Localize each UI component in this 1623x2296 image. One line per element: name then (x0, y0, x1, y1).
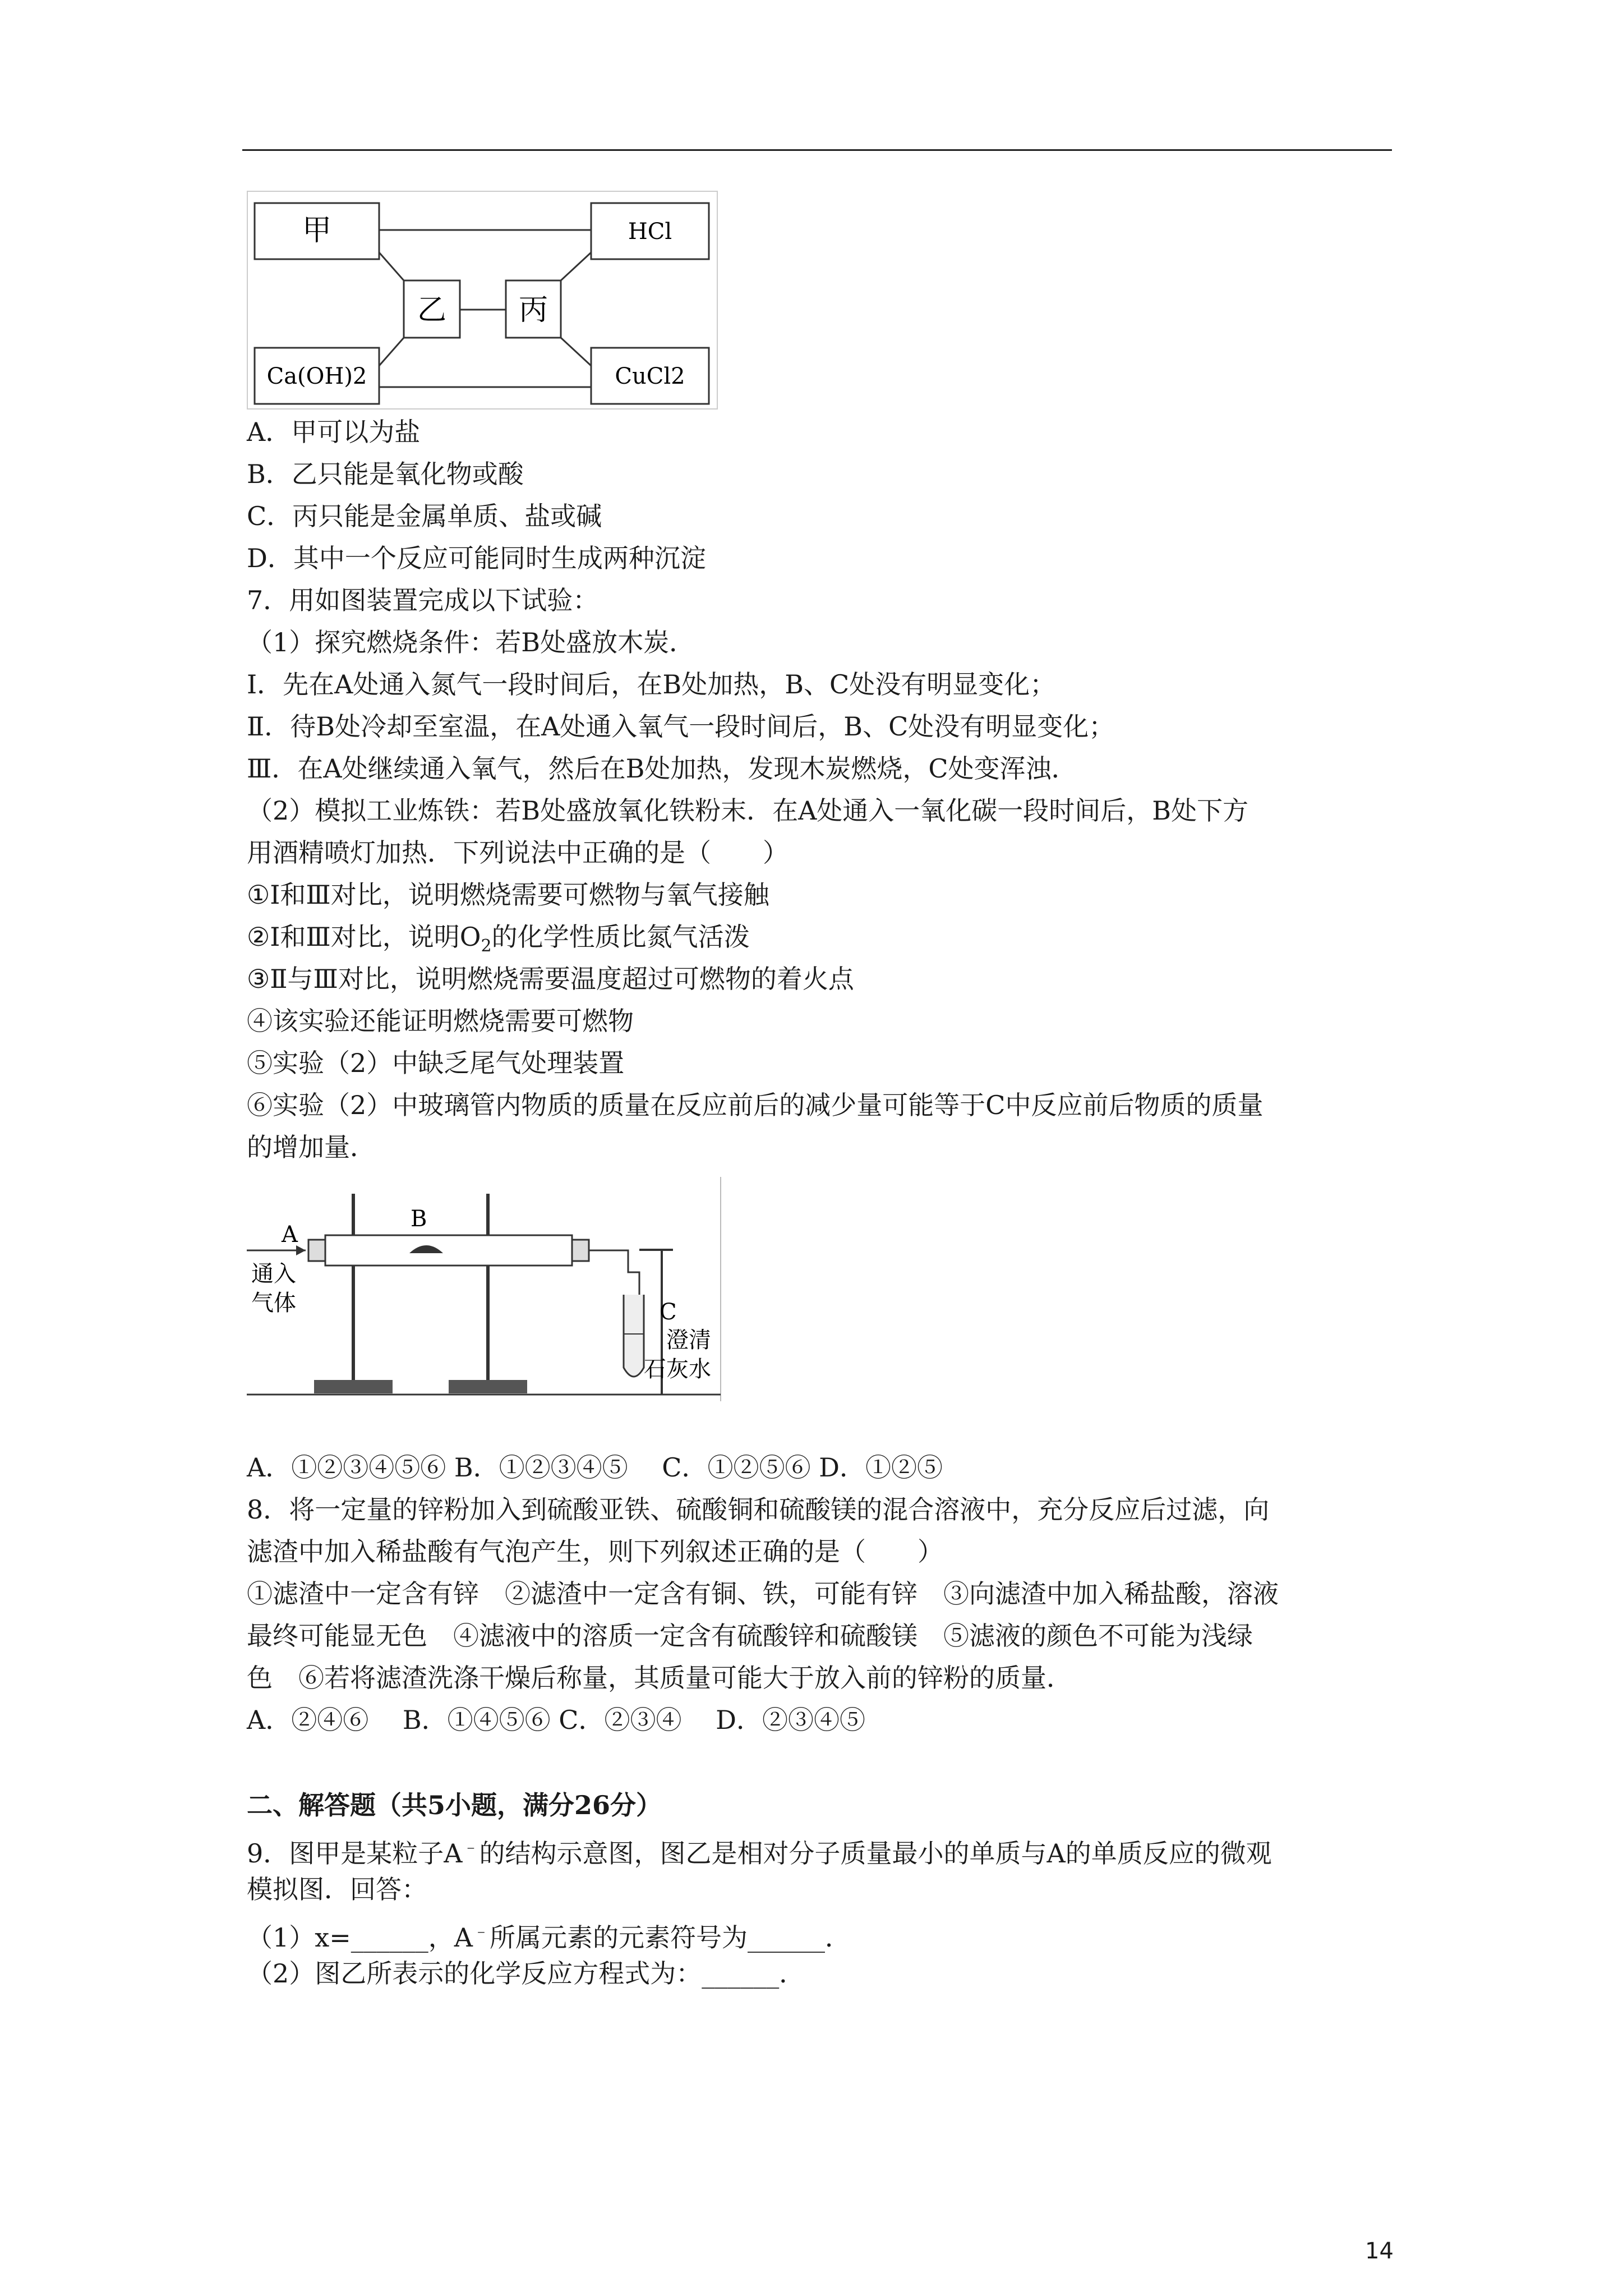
q7-item6-line2: 的增加量． (247, 1132, 376, 1162)
q7-item1: ①Ⅰ和Ⅲ对比，说明燃烧需要可燃物与氧气接触 (247, 880, 769, 910)
q7-item6-line1: ⑥实验（2）中玻璃管内物质的质量在反应前后的减少量可能等于C中反应前后物质的质量 (247, 1090, 1264, 1120)
q7-part2-line1: （2）模拟工业炼铁：若B处盛放氧化铁粉末．在A处通入一氧化碳一段时间后，B处下方 (247, 795, 1249, 826)
q8-line2: 滤渣中加入稀盐酸有气泡产生，则下列叙述正确的是（ ） (247, 1536, 943, 1567)
q9-part2: （2）图乙所表示的化学反应方程式为：______． (247, 1958, 805, 1989)
label-caoh2: Ca(OH)2 (266, 364, 367, 389)
q6-option-d: D．其中一个反应可能同时生成两种沉淀 (247, 543, 706, 573)
apparatus-label-a: A (282, 1222, 298, 1248)
q7-apparatus-figure (247, 1177, 723, 1401)
apparatus-label-tongru: 通入 (251, 1261, 296, 1287)
apparatus-label-b: B (411, 1206, 427, 1232)
apparatus-label-shihuishui: 石灰水 (644, 1356, 711, 1382)
q9-part1: （1）x=______，A﹣所属元素的元素符号为______． (247, 1921, 851, 1953)
apparatus-label-chengqing: 澄清 (666, 1327, 711, 1353)
q8-line3: ①滤渣中一定含有锌 ②滤渣中一定含有铜、铁，可能有锌 ③向滤渣中加入稀盐酸，溶液 (247, 1579, 1279, 1609)
q8-line5: 色 ⑥若将滤渣洗涤干燥后称量，其质量可能大于放入前的锌粉的质量． (247, 1663, 1072, 1693)
q8-line4: 最终可能显无色 ④滤液中的溶质一定含有硫酸锌和硫酸镁 ⑤滤液的颜色不可能为浅绿 (247, 1621, 1253, 1651)
q7-answers: A．①②③④⑤⑥ B．①②③④⑤ C．①②⑤⑥ D．①②⑤ (247, 1452, 943, 1483)
q7-stem: 7．用如图装置完成以下试验： (247, 585, 599, 615)
q7-item2: ②Ⅰ和Ⅲ对比，说明$O_2$的化学性质比氮气活泼 (247, 922, 750, 956)
q6-option-c: C．丙只能是金属单质、盐或碱 (247, 501, 602, 531)
label-jia: 甲 (302, 214, 332, 247)
q7-step2: Ⅱ．待B处冷却至室温，在A处通入氧气一段时间后，B、C处没有明显变化； (247, 711, 1115, 742)
q9-line1: 9．图甲是某粒子A﹣的结构示意图，图乙是相对分子质量最小的单质与A的单质反应的微观 (247, 1837, 1272, 1869)
q8-line1: 8．将一定量的锌粉加入到硫酸亚铁、硫酸铜和硫酸镁的混合溶液中，充分反应后过滤，向 (247, 1494, 1270, 1525)
q8-answers: A．②④⑥ B．①④⑤⑥ C．②③④ D．②③④⑤ (247, 1705, 865, 1735)
q7-item4: ④该实验还能证明燃烧需要可燃物 (247, 1006, 634, 1036)
label-yi: 乙 (417, 293, 447, 327)
header-rule (242, 149, 1392, 151)
label-bing: 丙 (518, 293, 548, 327)
page-number: 14 (1365, 2238, 1394, 2264)
q6-relationship-diagram (247, 191, 718, 409)
q7-part1: （1）探究燃烧条件：若B处盛放木炭． (247, 627, 695, 657)
label-hcl: HCl (628, 219, 672, 245)
q7-step3: Ⅲ．在A处继续通入氧气，然后在B处加热，发现木炭燃烧，C处变浑浊． (247, 753, 1077, 784)
q6-option-a: A．甲可以为盐 (247, 417, 421, 447)
section-heading: 二、解答题（共5小题，满分26分） (247, 1790, 662, 1820)
q7-step1: Ⅰ．先在A处通入氮气一段时间后，在B处加热，B、C处没有明显变化； (247, 669, 1056, 700)
q7-part2-line2: 用酒精喷灯加热．下列说法中正确的是（ ） (247, 838, 789, 868)
q7-item3: ③Ⅱ与Ⅲ对比，说明燃烧需要温度超过可燃物的着火点 (247, 964, 854, 994)
label-cucl2: CuCl2 (615, 364, 685, 389)
q9-line2: 模拟图．回答： (247, 1874, 427, 1904)
q6-option-b: B．乙只能是氧化物或酸 (247, 459, 524, 489)
apparatus-label-c: C (660, 1299, 677, 1325)
q7-item5: ⑤实验（2）中缺乏尾气处理装置 (247, 1048, 625, 1078)
apparatus-label-qiti: 气体 (251, 1290, 296, 1316)
